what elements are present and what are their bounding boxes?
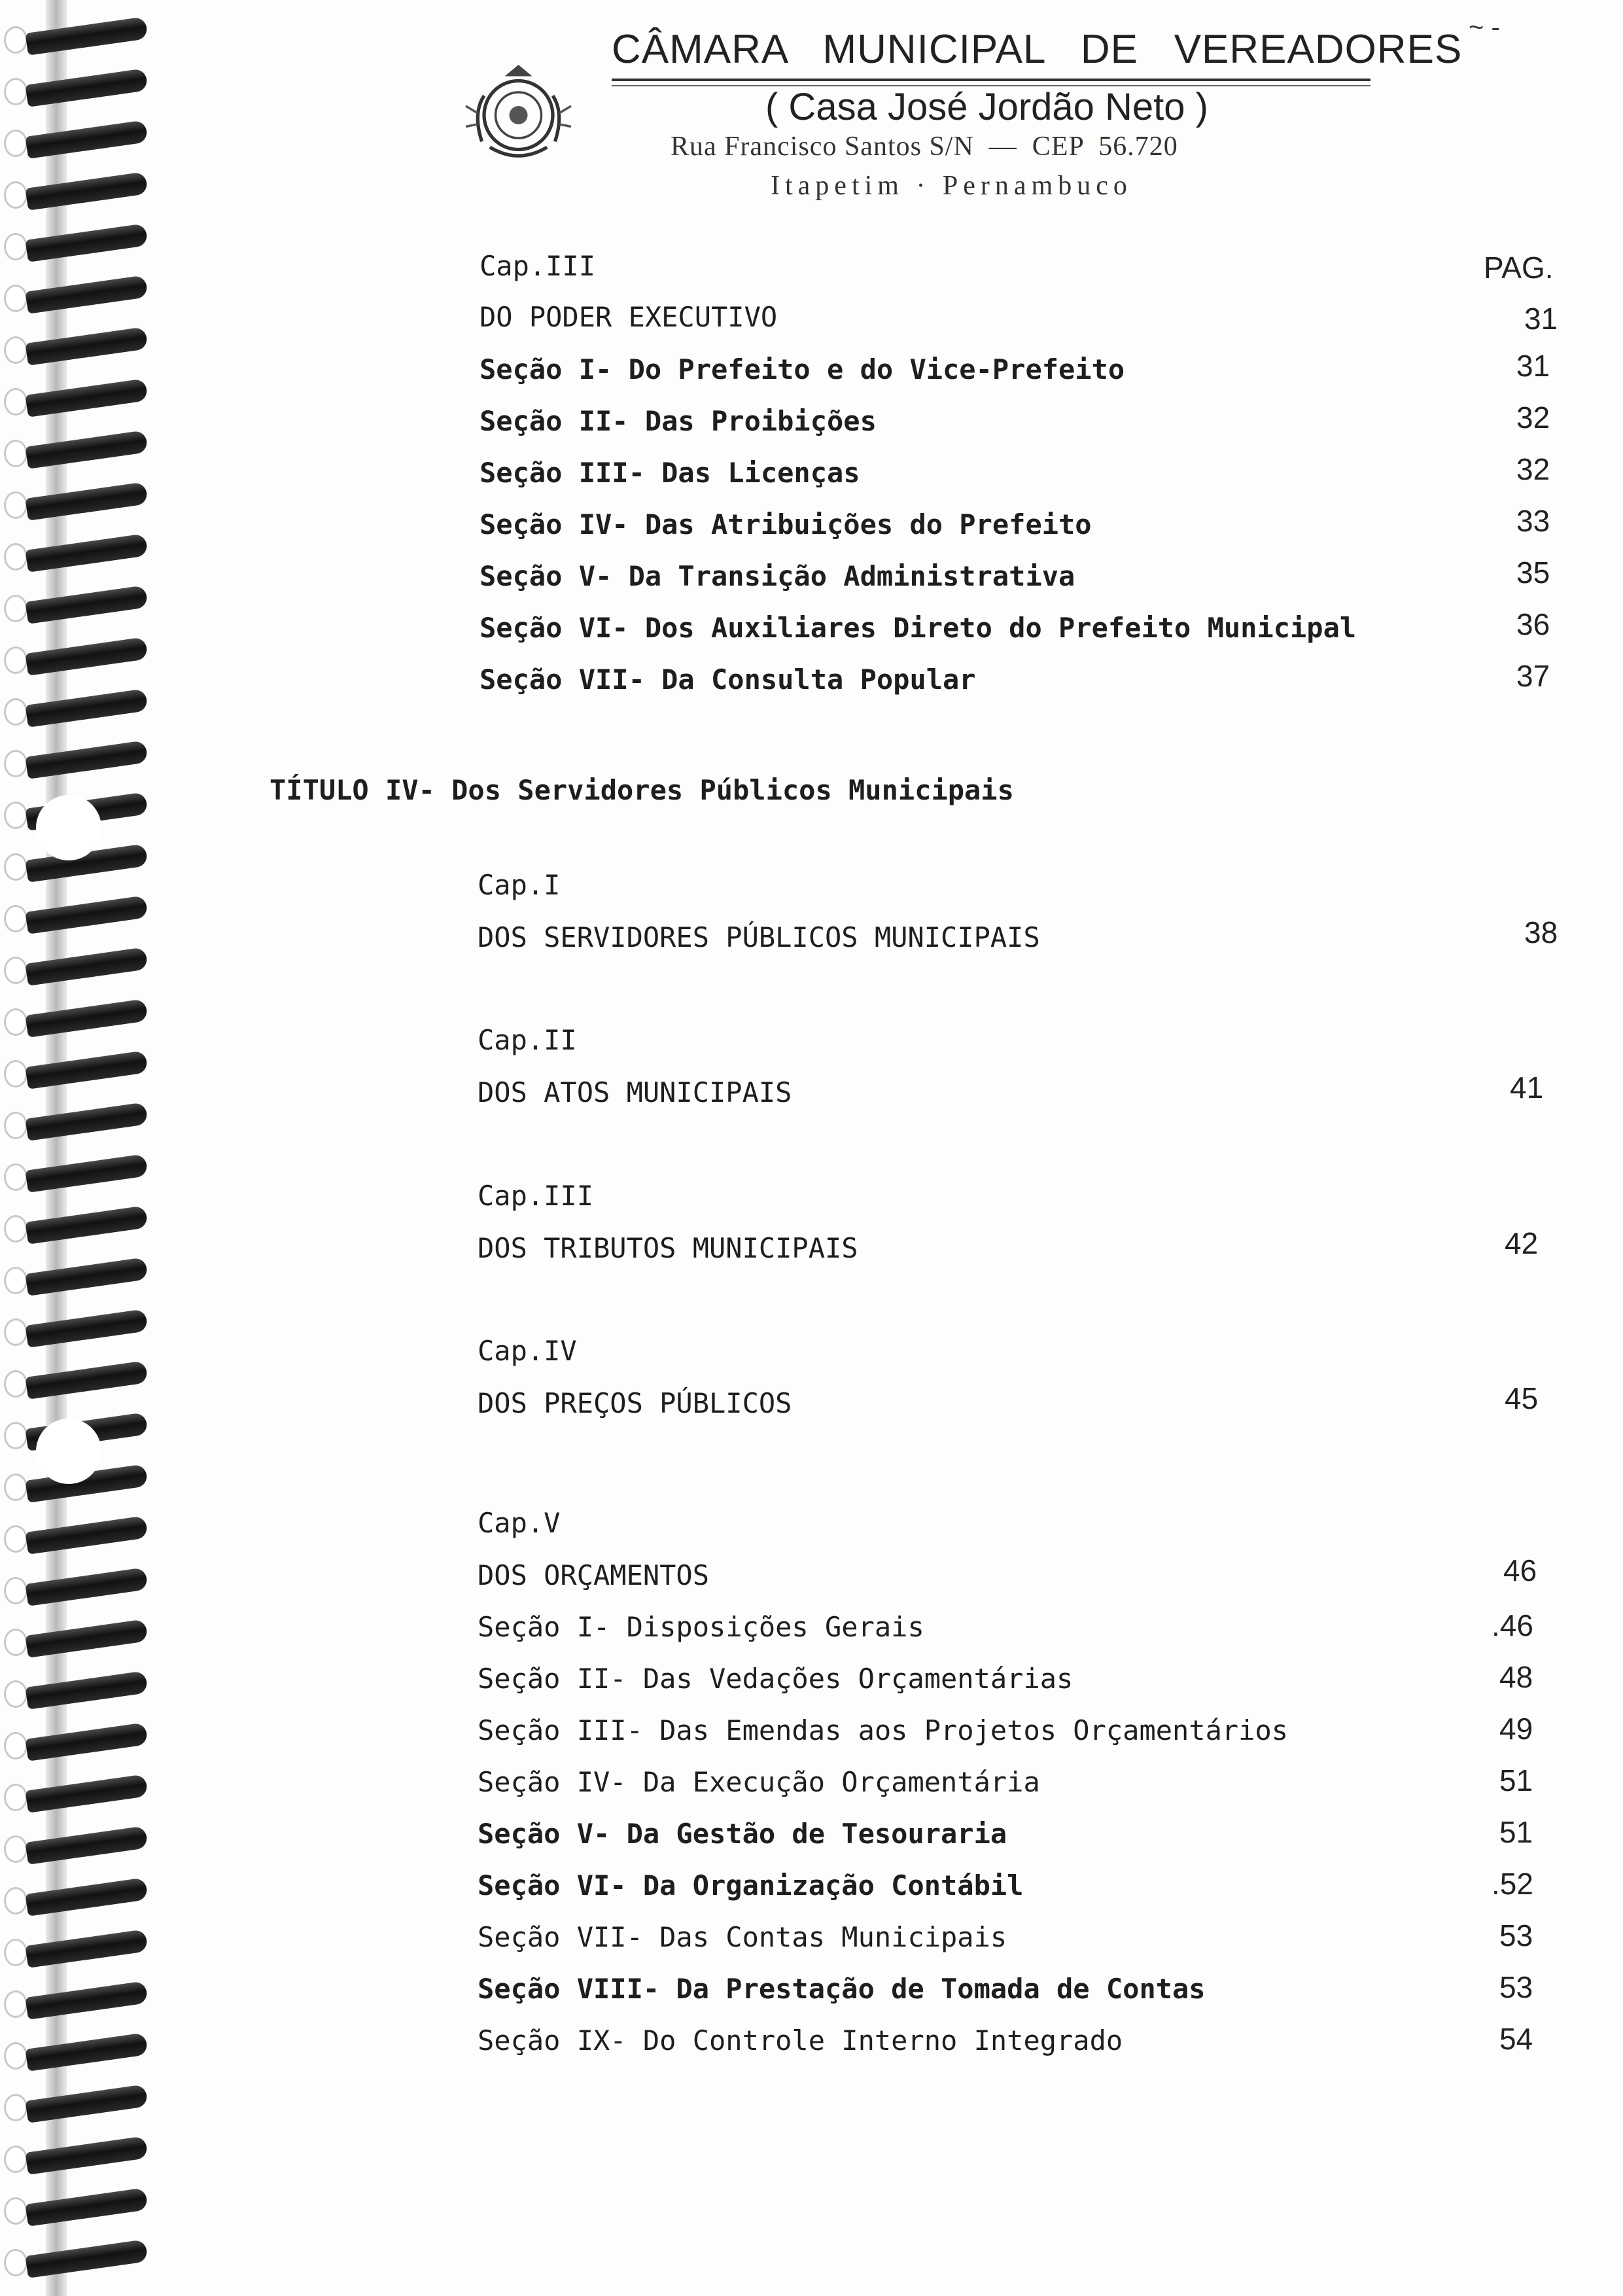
chapter-label: Cap.III [478, 1180, 594, 1212]
binding-hole [4, 646, 27, 674]
binding-coil [26, 895, 148, 934]
page-number: 51 [1499, 1815, 1533, 1849]
binding-coil [26, 1619, 148, 1657]
binding-coil [26, 533, 148, 572]
toc-entry: Seção IX- Do Controle Interno Integrado [478, 2024, 1123, 2057]
chamber-title: CÂMARA MUNICIPAL DE VEREADORES [612, 27, 1463, 72]
binding-coil [26, 637, 148, 675]
binding-coil [26, 430, 148, 468]
page-column-label: PAG. [1484, 251, 1554, 285]
binding-hole [4, 1784, 27, 1811]
page-number: 53 [1499, 1970, 1533, 2004]
binding-hole [4, 1732, 27, 1759]
binding-coil [26, 688, 148, 727]
toc-entry: Seção II- Das Proibições [480, 405, 877, 437]
page-number: .52 [1492, 1867, 1533, 1901]
binding-hole [4, 905, 27, 932]
toc-entry: Seção VII- Das Contas Municipais [478, 1921, 1007, 1953]
binding-coil [26, 2187, 148, 2226]
page-number: 32 [1516, 452, 1550, 486]
binding-hole [4, 698, 27, 726]
page-number: 42 [1505, 1226, 1539, 1260]
chapter-label: Cap.V [478, 1507, 561, 1539]
page-number: 54 [1499, 2022, 1533, 2056]
binding-hole [4, 336, 27, 364]
binding-coil [26, 1567, 148, 1606]
toc-entry: Seção VI- Da Organização Contábil [478, 1869, 1024, 1901]
spiral-binding [0, 0, 157, 2296]
binding-coil [26, 378, 148, 417]
chapter-label: Cap.I [478, 869, 561, 901]
toc-entry: Seção V- Da Gestão de Tesouraria [478, 1818, 1007, 1850]
binding-coil [26, 585, 148, 624]
binding-hole [4, 26, 27, 54]
binding-coil [26, 1257, 148, 1296]
binding-coil [26, 1154, 148, 1192]
binding-hole [4, 1939, 27, 1966]
binding-hole [4, 491, 27, 519]
binding-hole [4, 440, 27, 467]
binding-coil [26, 1205, 148, 1244]
binding-coil [26, 1774, 148, 1812]
page-number: 37 [1516, 659, 1550, 693]
chamber-city: Itapetim · Pernambuco [771, 171, 1132, 201]
binding-coil [26, 171, 148, 210]
toc-entry: Seção VII- Da Consulta Popular [480, 663, 976, 696]
toc-entry: Seção VI- Dos Auxiliares Direto do Prefeito Municipal [480, 612, 1357, 644]
binding-coil [26, 275, 148, 313]
binding-hole [4, 1163, 27, 1191]
binding-coil [26, 1309, 148, 1347]
binding-hole [4, 595, 27, 622]
page-number: 45 [1505, 1381, 1539, 1415]
binding-hole [4, 1474, 27, 1501]
binding-coil [26, 1722, 148, 1761]
binding-hole [4, 1318, 27, 1346]
binding-coil [26, 998, 148, 1037]
binding-coil [26, 2032, 148, 2071]
binding-coil [26, 1515, 148, 1554]
binding-coil [26, 740, 148, 779]
binding-coil [26, 16, 148, 55]
binding-hole [4, 957, 27, 984]
binding-coil [26, 1826, 148, 1864]
binding-hole [4, 2094, 27, 2121]
binding-coil [26, 2239, 148, 2278]
municipal-seal-icon [461, 56, 576, 170]
toc-entry: Seção III- Das Licenças [480, 457, 860, 489]
page-number: 38 [1524, 915, 1558, 949]
page-number: 36 [1516, 607, 1550, 641]
page-number: 35 [1516, 556, 1550, 590]
binding-hole [4, 388, 27, 415]
binding-coil [26, 2136, 148, 2174]
page-number: 32 [1516, 400, 1550, 434]
binding-coil [26, 1102, 148, 1140]
page-number: 33 [1516, 504, 1550, 538]
binding-hole [4, 181, 27, 209]
binding-coil [26, 947, 148, 985]
page-number: 41 [1510, 1070, 1544, 1104]
binding-hole [4, 543, 27, 571]
punch-hole [36, 1419, 101, 1484]
binding-hole [4, 2146, 27, 2173]
binding-hole [4, 2042, 27, 2070]
binding-coil [26, 1670, 148, 1709]
binding-coil [26, 327, 148, 365]
punch-hole [36, 795, 101, 860]
binding-hole [4, 1370, 27, 1398]
toc-entry: Seção I- Do Prefeito e do Vice-Prefeito [480, 353, 1125, 385]
binding-hole [4, 285, 27, 312]
binding-coil [26, 68, 148, 107]
binding-hole [4, 1267, 27, 1294]
binding-coil [26, 223, 148, 262]
binding-coil [26, 120, 148, 158]
binding-hole [4, 1008, 27, 1036]
binding-hole [4, 1680, 27, 1708]
binding-hole [4, 1990, 27, 2018]
binding-hole [4, 1525, 27, 1553]
binding-hole [4, 1112, 27, 1139]
binding-hole [4, 802, 27, 829]
binding-hole [4, 1835, 27, 1863]
binding-hole [4, 1060, 27, 1087]
binding-hole [4, 2249, 27, 2276]
page-number: 31 [1516, 349, 1550, 383]
binding-coil [26, 1050, 148, 1089]
chapter-heading: DOS TRIBUTOS MUNICIPAIS [478, 1232, 858, 1264]
binding-coil [26, 2084, 148, 2123]
page-number: 51 [1499, 1763, 1533, 1797]
binding-hole [4, 1577, 27, 1604]
corner-mark: ~ - [1469, 13, 1500, 42]
chapter-label: Cap.IV [478, 1335, 577, 1367]
chapter-heading: DOS SERVIDORES PÚBLICOS MUNICIPAIS [478, 921, 1040, 953]
toc-entry: Seção V- Da Transição Administrativa [480, 560, 1075, 592]
binding-hole [4, 78, 27, 105]
binding-hole [4, 233, 27, 260]
binding-hole [4, 1629, 27, 1656]
toc-entry: Seção VIII- Da Prestação de Tomada de Contas [478, 1973, 1206, 2005]
binding-coil [26, 1877, 148, 1916]
page-number: 48 [1499, 1660, 1533, 1694]
chapter-label: Cap.III [480, 250, 596, 282]
binding-hole [4, 1422, 27, 1449]
chapter-heading: DOS PREÇOS PÚBLICOS [478, 1387, 792, 1419]
chamber-subtitle: ( Casa José Jordão Neto ) [765, 86, 1208, 128]
toc-entry: Seção II- Das Vedações Orçamentárias [478, 1663, 1073, 1695]
page-number: 31 [1524, 302, 1558, 336]
page-number: 46 [1503, 1553, 1537, 1587]
page-number: 49 [1499, 1712, 1533, 1746]
chapter-label: Cap.II [478, 1024, 577, 1056]
title-heading: TÍTULO IV- Dos Servidores Públicos Municipais [270, 774, 1014, 806]
page-number: .46 [1492, 1608, 1533, 1642]
binding-hole [4, 853, 27, 881]
binding-hole [4, 1215, 27, 1243]
binding-hole [4, 130, 27, 157]
page-number: 53 [1499, 1918, 1533, 1952]
chapter-heading: DOS ATOS MUNICIPAIS [478, 1076, 792, 1108]
toc-entry: Seção I- Disposições Gerais [478, 1611, 924, 1643]
binding-coil [26, 482, 148, 520]
chamber-address: Rua Francisco Santos S/N — CEP 56.720 [671, 132, 1178, 162]
header-rule [612, 79, 1370, 81]
toc-entry: Seção III- Das Emendas aos Projetos Orçamentários [478, 1714, 1289, 1746]
binding-hole [4, 1887, 27, 1915]
toc-entry: Seção IV- Das Atribuições do Prefeito [480, 508, 1092, 540]
binding-coil [26, 1929, 148, 1968]
chapter-heading: DOS ORÇAMENTOS [478, 1559, 710, 1591]
toc-entry: Seção IV- Da Execução Orçamentária [478, 1766, 1040, 1798]
binding-coil [26, 1981, 148, 2019]
chapter-heading: DO PODER EXECUTIVO [480, 301, 778, 333]
binding-hole [4, 2197, 27, 2225]
binding-hole [4, 750, 27, 777]
binding-coil [26, 1360, 148, 1399]
